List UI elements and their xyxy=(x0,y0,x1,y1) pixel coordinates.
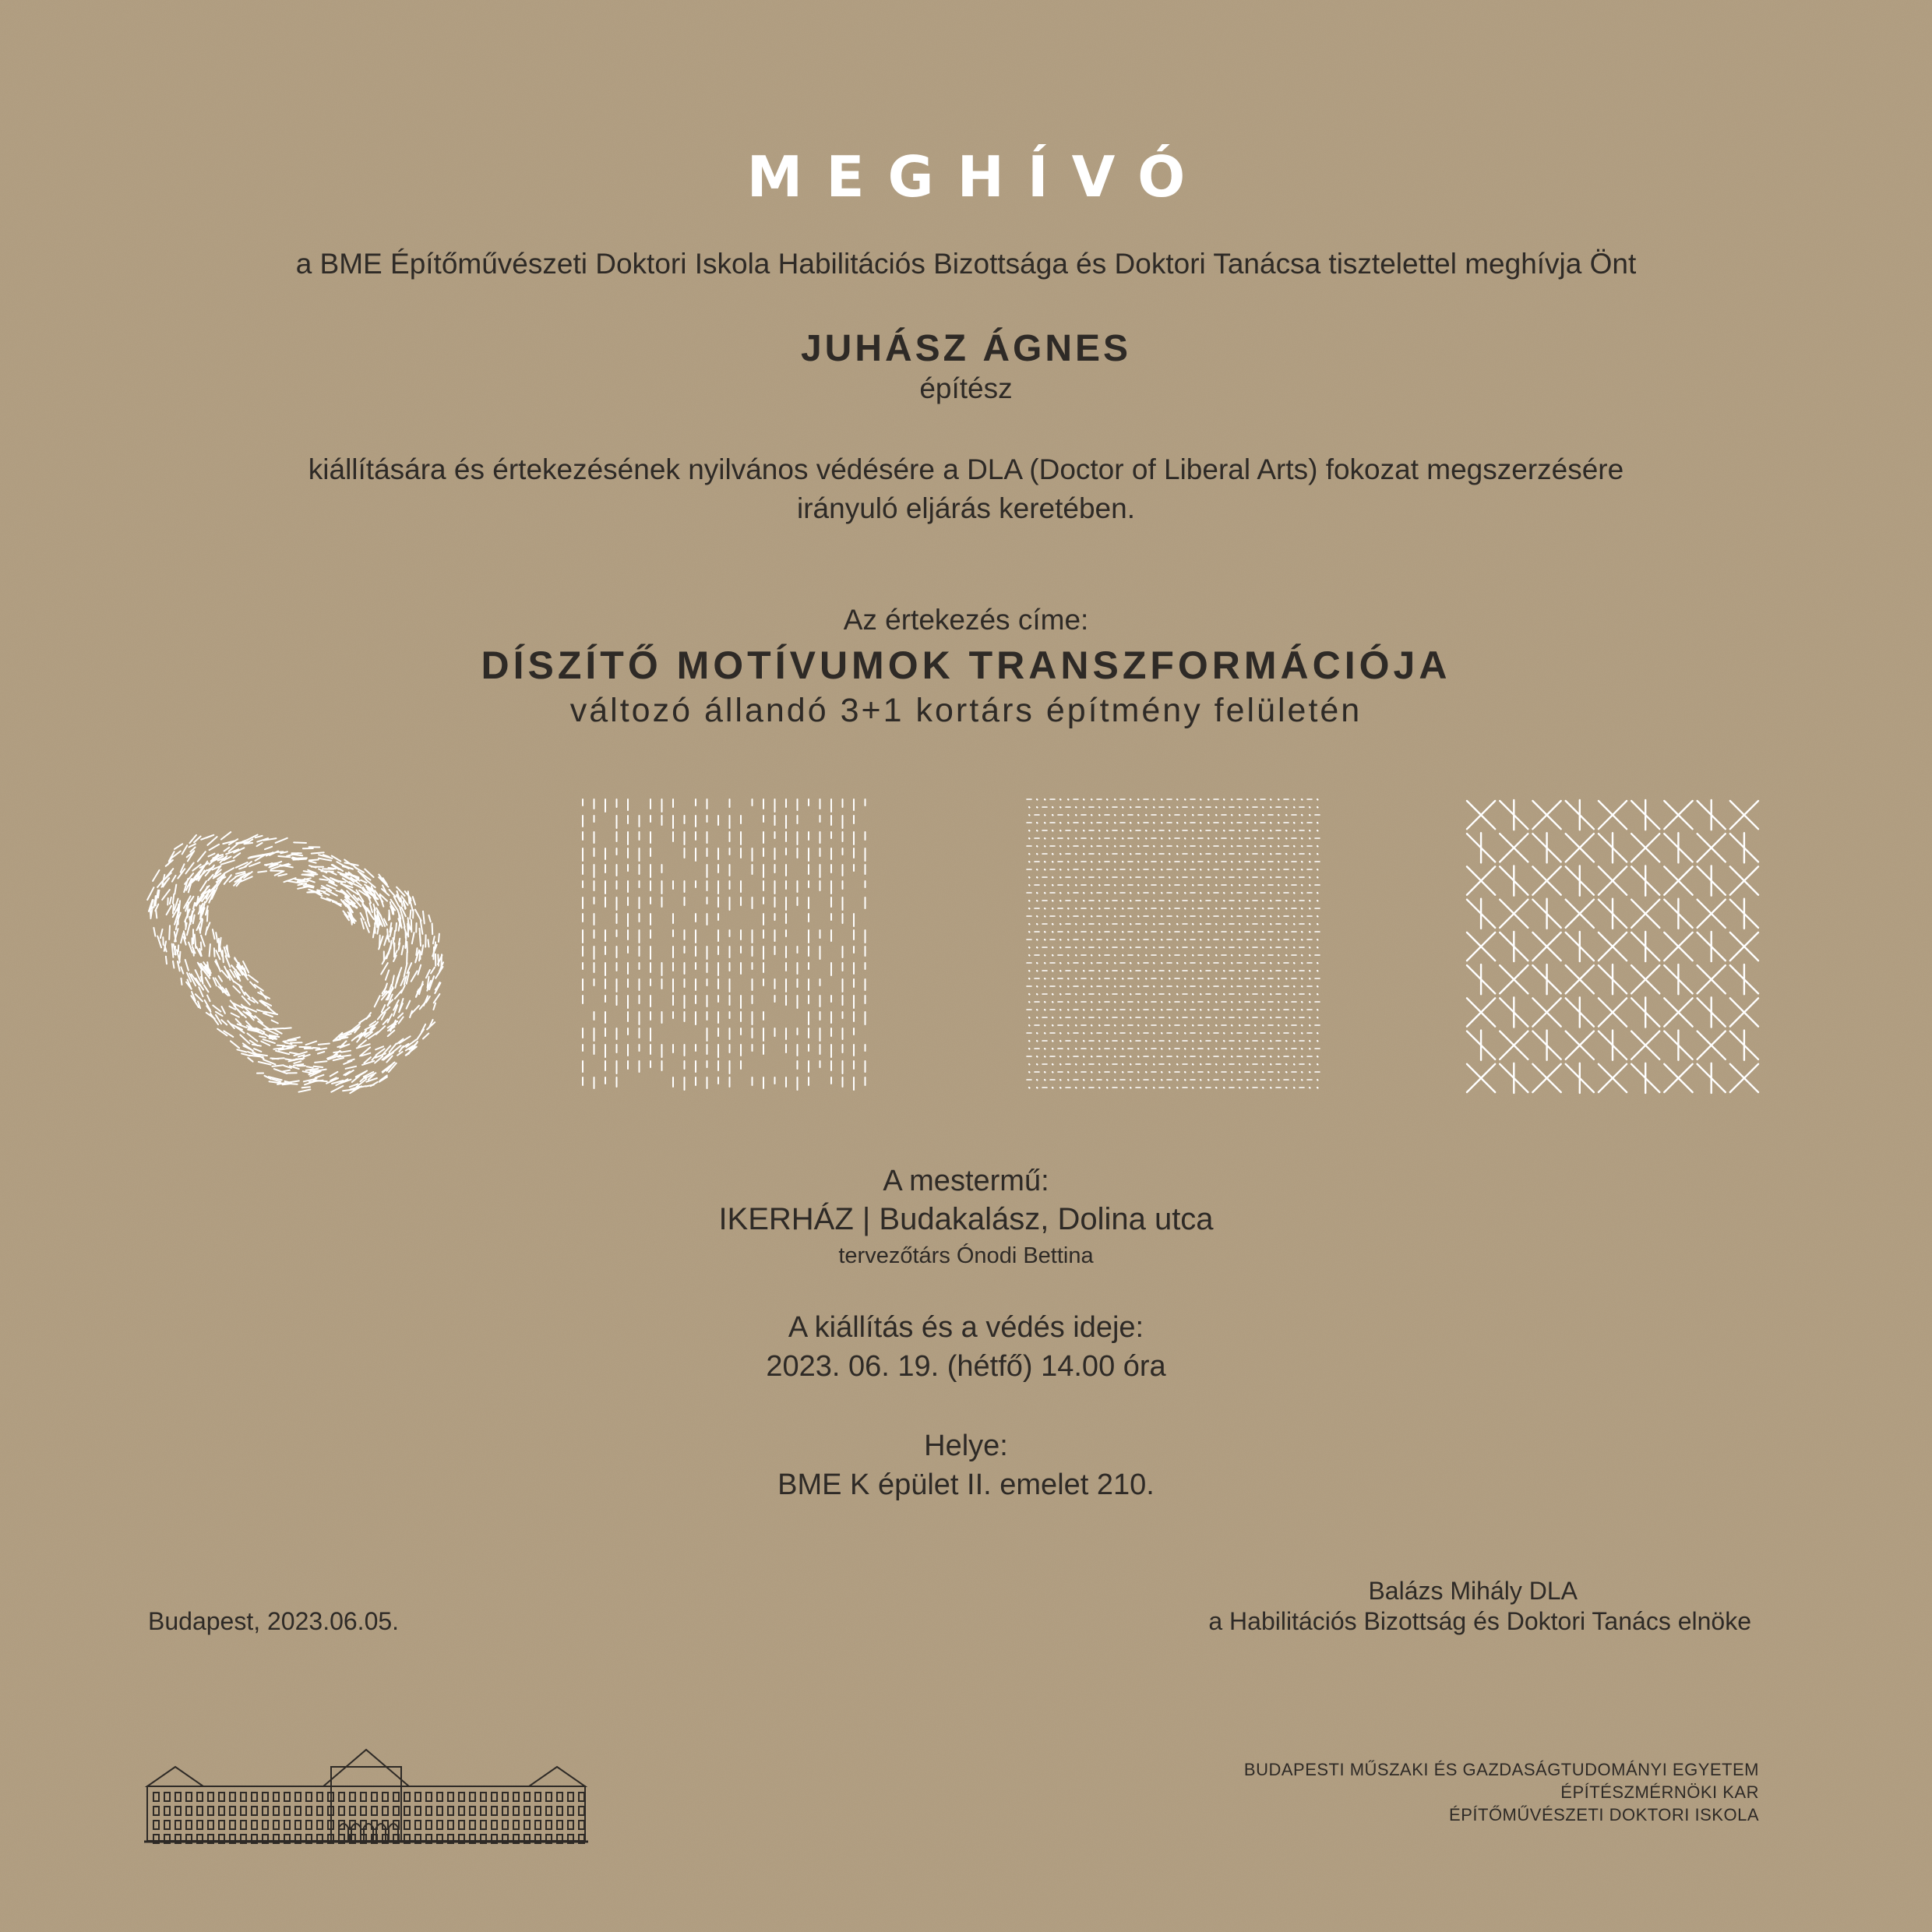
event-time-label: A kiállítás és a védés ideje: xyxy=(788,1311,1144,1344)
signer-name: Balázs Mihály DLA xyxy=(1368,1577,1578,1605)
city-date: Budapest, 2023.06.05. xyxy=(148,1607,400,1635)
masterwork-title: IKERHÁZ | Budakalász, Dolina utca xyxy=(718,1202,1214,1236)
masterwork-codesigner: tervezőtárs Ónodi Bettina xyxy=(838,1243,1094,1268)
signer-role: a Habilitációs Bizottság és Doktori Tanács elnöke xyxy=(1208,1607,1751,1635)
purpose-line-2: irányuló eljárás keretében. xyxy=(797,492,1135,524)
dissertation-title: DÍSZÍTŐ MOTÍVUMOK TRANSZFORMÁCIÓJA xyxy=(481,643,1451,687)
event-place-value: BME K épület II. emelet 210. xyxy=(777,1468,1155,1501)
wave-dash-pattern-image xyxy=(144,795,448,1098)
university-building-logo xyxy=(144,1743,588,1845)
invitation-intro: a BME Építőművészeti Doktori Iskola Habilitációs Bizottsága és Doktori Tanácsa tisztelettel meghívja Önt xyxy=(295,248,1637,280)
dissertation-subtitle: változó állandó 3+1 kortárs építmény felületén xyxy=(569,692,1363,729)
masterwork-label: A mestermű: xyxy=(883,1165,1049,1197)
event-place-label: Helye: xyxy=(924,1430,1008,1462)
candidate-name: JUHÁSZ ÁGNES xyxy=(800,328,1132,369)
invitation-title: MEGHÍVÓ xyxy=(746,144,1209,210)
dissertation-label: Az értekezés címe: xyxy=(843,604,1089,636)
candidate-profession: építész xyxy=(919,372,1013,404)
event-time-value: 2023. 06. 19. (hétfő) 14.00 óra xyxy=(766,1350,1166,1383)
vertical-dash-pattern-image xyxy=(576,795,880,1098)
invitation-purpose xyxy=(0,450,1932,528)
institution-line-1: BUDAPESTI MŰSZAKI ÉS GAZDASÁGTUDOMÁNYI EGYETEM xyxy=(1243,1760,1759,1779)
institution-line-2: ÉPÍTÉSZMÉRNÖKI KAR xyxy=(1560,1782,1759,1802)
dot-grid-pattern-image xyxy=(1024,795,1328,1098)
cross-lattice-pattern-image xyxy=(1461,795,1765,1098)
institution-line-3: ÉPÍTŐMŰVÉSZETI DOKTORI ISKOLA xyxy=(1449,1805,1759,1824)
purpose-line-1: kiállítására és értekezésének nyilvános védésére a DLA (Doctor of Liberal Arts) fokozat megszerzésére xyxy=(308,453,1624,485)
